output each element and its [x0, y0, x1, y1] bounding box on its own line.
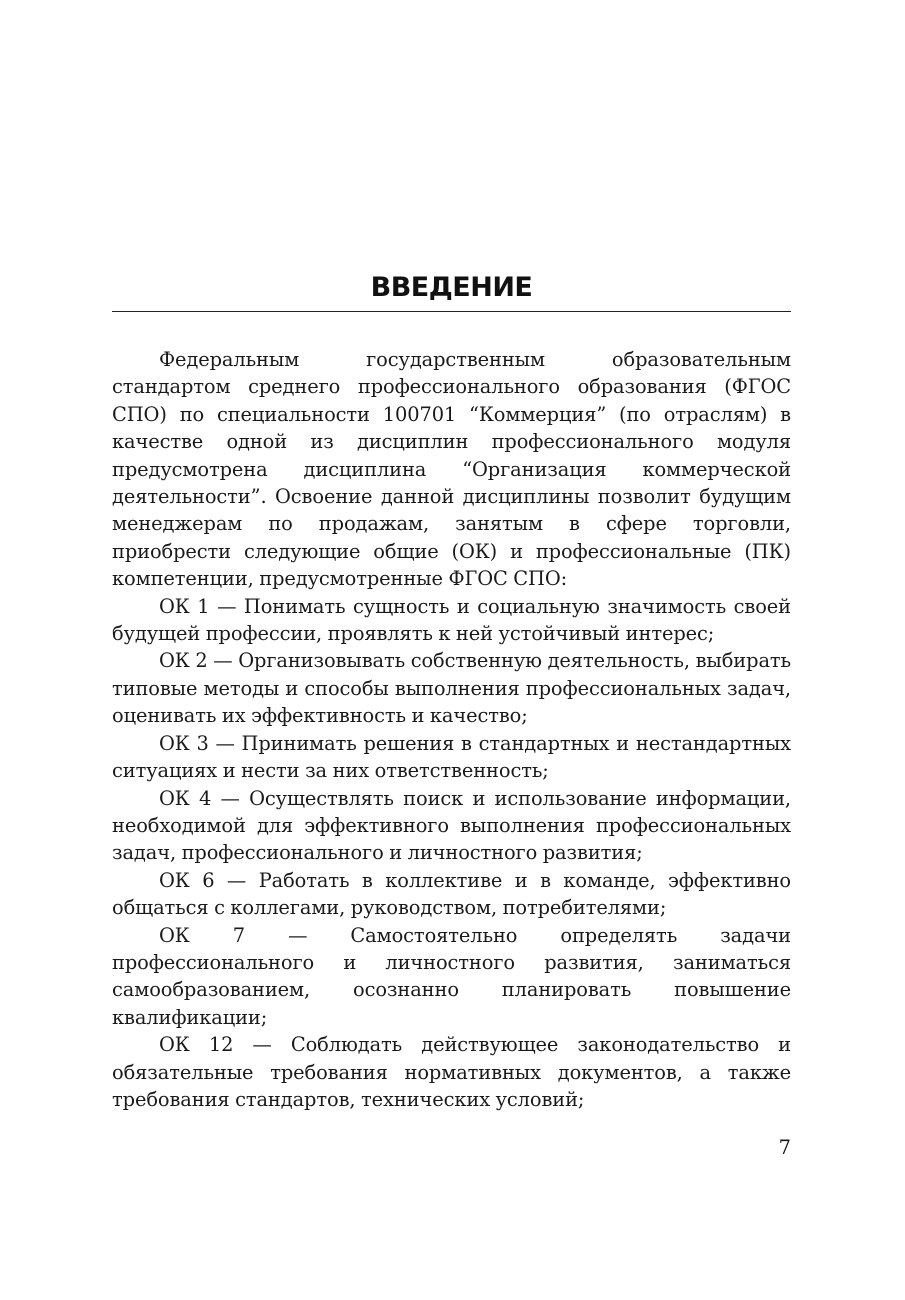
competency-ok2: ОК 2 — Организовывать собственную деятельность, выбирать типовые методы и способы выполнения профессиональных задач, оценивать их эффективность и качество; — [112, 649, 791, 728]
competency-ok6: ОК 6 — Работать в коллективе и в команде, эффективно общаться с коллегами, руководством, потребителями; — [112, 868, 791, 920]
intro-paragraph: Федеральным государственным образовательным стандартом среднего профессионального образования (ФГОС СПО) по специальности 100701 “Коммерция” (по отраслям) в качестве одной из дисциплин профессионального модуля предусмотрена дисциплина “Организация коммерческой деятельности”. Освоение данной дисциплины позволит будущим менеджерам по продажам, занятым в сфере торговли, приобрести следующие общие (ОК) и профессиональные (ПК) компетенции, предусмотренные ФГОС СПО: — [112, 348, 791, 591]
competency-ok4: ОК 4 — Осуществлять поиск и использование информации, необходимой для эффективного выполнения профессиональных задач, профессионального и личностного развития; — [112, 786, 791, 865]
page-title: ВВЕДЕНИЕ — [370, 272, 533, 303]
competency-ok3: ОК 3 — Принимать решения в стандартных и нестандартных ситуациях и нести за них ответственность; — [112, 731, 791, 783]
page-number: 7 — [778, 1136, 791, 1159]
competency-ok1: ОК 1 — Понимать сущность и социальную значимость своей будущей профессии, проявлять к ней устойчивый интерес; — [112, 594, 791, 646]
competency-ok7: ОК 7 — Самостоятельно определять задачи профессионального и личностного развития, заниматься самообразованием, осознанно планировать повышение квалификации; — [112, 923, 791, 1029]
title-divider — [112, 311, 791, 312]
competency-ok12: ОК 12 — Соблюдать действующее законодательство и обязательные требования нормативных документов, а также требования стандартов, технических условий; — [112, 1033, 791, 1111]
body-text — [112, 346, 791, 1113]
